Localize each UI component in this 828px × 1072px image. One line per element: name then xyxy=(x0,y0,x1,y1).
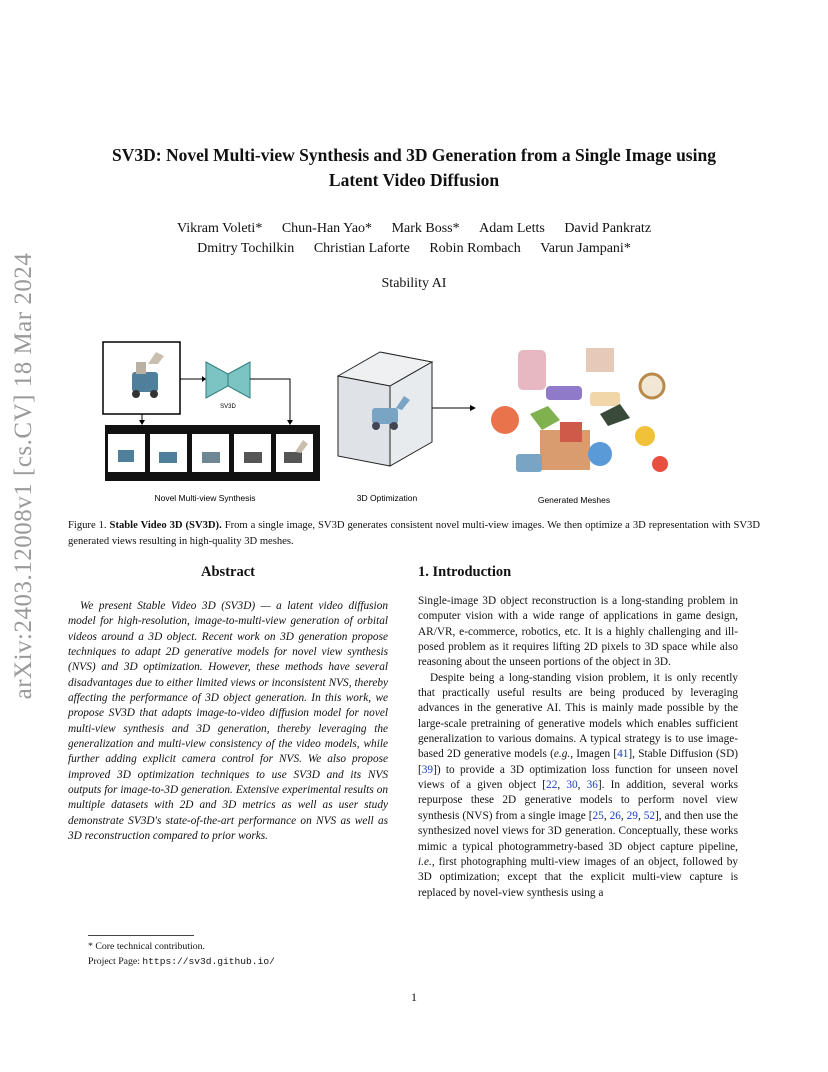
citation-link[interactable]: 26 xyxy=(609,809,621,822)
arxiv-stamp-text: arXiv:2403.12008v1 [cs.CV] 18 Mar 2024 xyxy=(10,252,37,700)
author-name: Chun-Han Yao* xyxy=(281,221,373,236)
author-name: Mark Boss* xyxy=(391,221,460,236)
figure-1-overview xyxy=(60,334,768,514)
abstract-text: We present Stable Video 3D (SV3D) — a latent video diffusion model for high-resolution, image-to-multi-view generation of orbital videos around a 3D object. Recent work on 3D generation propose techniques to adapt 2D generative models for novel view synthesis (NVS) and 3D optimization. However, these methods have several disadvantages due to either limited views or inconsistent NVS, thereby affecting the performance of 3D object generation. In this work, we propose SV3D that adapts image-to-video diffusion model for novel multi-view synthesis and 3D generation, thereby leveraging the generalization and multi-view consistency of the video models, while further adding explicit camera control for NVS. We also propose improved 3D optimization techniques to use SV3D and its NVS outputs for image-to-3D generation. Extensive experimental results on multiple datasets with 2D and 3D metrics as well as user study demonstrate SV3D's state-of-the-art performance on NVS as well as 3D reconstruction compared to prior works. xyxy=(68,600,388,843)
affiliation: Stability AI xyxy=(381,276,447,291)
author-name: Dmitry Tochilkin xyxy=(197,241,295,256)
encoder-label: SV3D xyxy=(220,404,236,410)
arxiv-side-stamp xyxy=(0,252,54,700)
footnote-project xyxy=(88,954,275,969)
citation-link[interactable]: 29 xyxy=(626,809,638,822)
author-row-2 xyxy=(60,239,768,259)
citation-link[interactable]: 39 xyxy=(421,763,434,776)
3d-optimization-cube xyxy=(338,352,432,466)
text-run: ]. In addition, several works repurpose these 2D generative models to perform novel view synthesis (NVS) from a single image [ xyxy=(418,779,738,822)
project-page-link[interactable]: https://sv3d.github.io/ xyxy=(142,956,275,967)
citation-link[interactable]: 41 xyxy=(617,748,629,761)
author-row-1 xyxy=(60,219,768,239)
caption-text: From a single image, SV3D generates consistent novel multi-view images. We then optimize a 3D representation with SV3D generated views resulting in high-quality 3D meshes. xyxy=(68,520,761,547)
caption-label: Figure 1. xyxy=(68,520,107,531)
author-name: Robin Rombach xyxy=(429,241,521,256)
author-name: Christian Laforte xyxy=(313,241,410,256)
text-run: ]) to provide a 3D optimization loss function for unseen novel views of a given object [ xyxy=(418,763,738,792)
text-run: i.e. xyxy=(418,855,432,868)
generated-meshes-collage xyxy=(491,348,668,472)
citation-link[interactable]: 25 xyxy=(592,809,604,822)
citation-link[interactable]: 52 xyxy=(643,809,655,822)
footnote-core: * Core technical contribution. xyxy=(88,941,205,952)
intro-paragraph-1: Single-image 3D object reconstruction is a long-standing problem in computer vision with a wide range of applications in game design, AR/VR, e-commerce, robotics, etc. It is a highly challenging and ill-posed problem as it requires lifting 2D pixels to 3D space while also reasoning about the unseen portions of the object in 3D. xyxy=(418,595,738,669)
label-3d-optimization: 3D Optimization xyxy=(356,493,418,503)
citation-link[interactable]: 30 xyxy=(566,779,578,792)
author-name: David Pankratz xyxy=(564,221,652,236)
text-run: , Imagen [ xyxy=(570,748,618,761)
intro-body xyxy=(418,594,738,901)
abstract-heading: Abstract xyxy=(201,564,255,580)
figure-1-caption xyxy=(68,518,760,549)
author-name: Vikram Voleti* xyxy=(176,221,263,236)
label-novel-multiview: Novel Multi-view Synthesis xyxy=(154,493,256,503)
project-page-label: Project Page: xyxy=(88,956,140,967)
citation-link[interactable]: 36 xyxy=(586,779,598,792)
citation-link[interactable]: 22 xyxy=(546,779,558,792)
text-run: , first photographing multi-view images of an object, followed by 3D optimization; except that the explicit multi-view capture is replaced by novel-view synthesis using a xyxy=(418,855,738,899)
text-run: e.g. xyxy=(553,748,571,761)
intro-paragraph-2: Despite being a long-standing vision problem, it is only recently that practically useful results are being produced by leveraging advances in the generative AI. This is mainly made possible by the large-scale pretraining of generative models which enables sufficient generalization to various domains. A typical strategy is to use image-based 2D generative models (e.g., Imagen [41], Stable Diffusion (SD) [39]) to provide a 3D optimization loss function for unseen novel views of a given object [22, 30, 36]. In addition, several works repurpose these 2D generative models to perform novel view synthesis (NVS) from a single image [25, 26, 29, 52], and then use the synthesized novel views for 3D generation. Conceptually, these works mimic a typical photogrammetry-based 3D object capture pipeline, i.e., first photographing multi-view images of an object, followed by 3D optimization; except that the explicit multi-view capture is replaced by novel-view synthesis using a xyxy=(418,671,738,899)
footnote-rule xyxy=(88,935,194,936)
page-number: 1 xyxy=(411,990,417,1004)
title-line-1: SV3D: Novel Multi-view Synthesis and 3D Generation from a Single Image using xyxy=(112,145,716,165)
paper-title xyxy=(40,143,788,193)
author-name: Varun Jampani* xyxy=(540,241,631,256)
footnote xyxy=(88,939,275,969)
sv3d-model-icon xyxy=(206,362,250,398)
input-image xyxy=(103,342,180,414)
author-list xyxy=(60,219,768,259)
caption-bold: Stable Video 3D (SV3D). xyxy=(109,520,222,531)
text-run: ], and then use the synthesized novel views for 3D generation. Conceptually, these works mimic a typical photogrammetry-based 3D object capture pipeline, xyxy=(418,809,738,853)
text-run: ], Stable Diffusion (SD) [ xyxy=(418,748,738,776)
label-generated-meshes: Generated Meshes xyxy=(537,495,611,505)
intro-heading: 1. Introduction xyxy=(418,564,512,580)
abstract-body xyxy=(68,599,388,845)
text-run: Despite being a long-standing vision problem, it is only recently that practically useful results are being produced by leveraging advances in the generative AI. This is mainly made possible by the large-scale pretraining of generative models which enables sufficient generalization to various domains. A typical strategy is to use image-based 2D generative models ( xyxy=(418,671,738,761)
multi-view-film-strip xyxy=(105,425,320,481)
author-name: Adam Letts xyxy=(479,221,545,236)
title-line-2: Latent Video Diffusion xyxy=(328,170,500,190)
